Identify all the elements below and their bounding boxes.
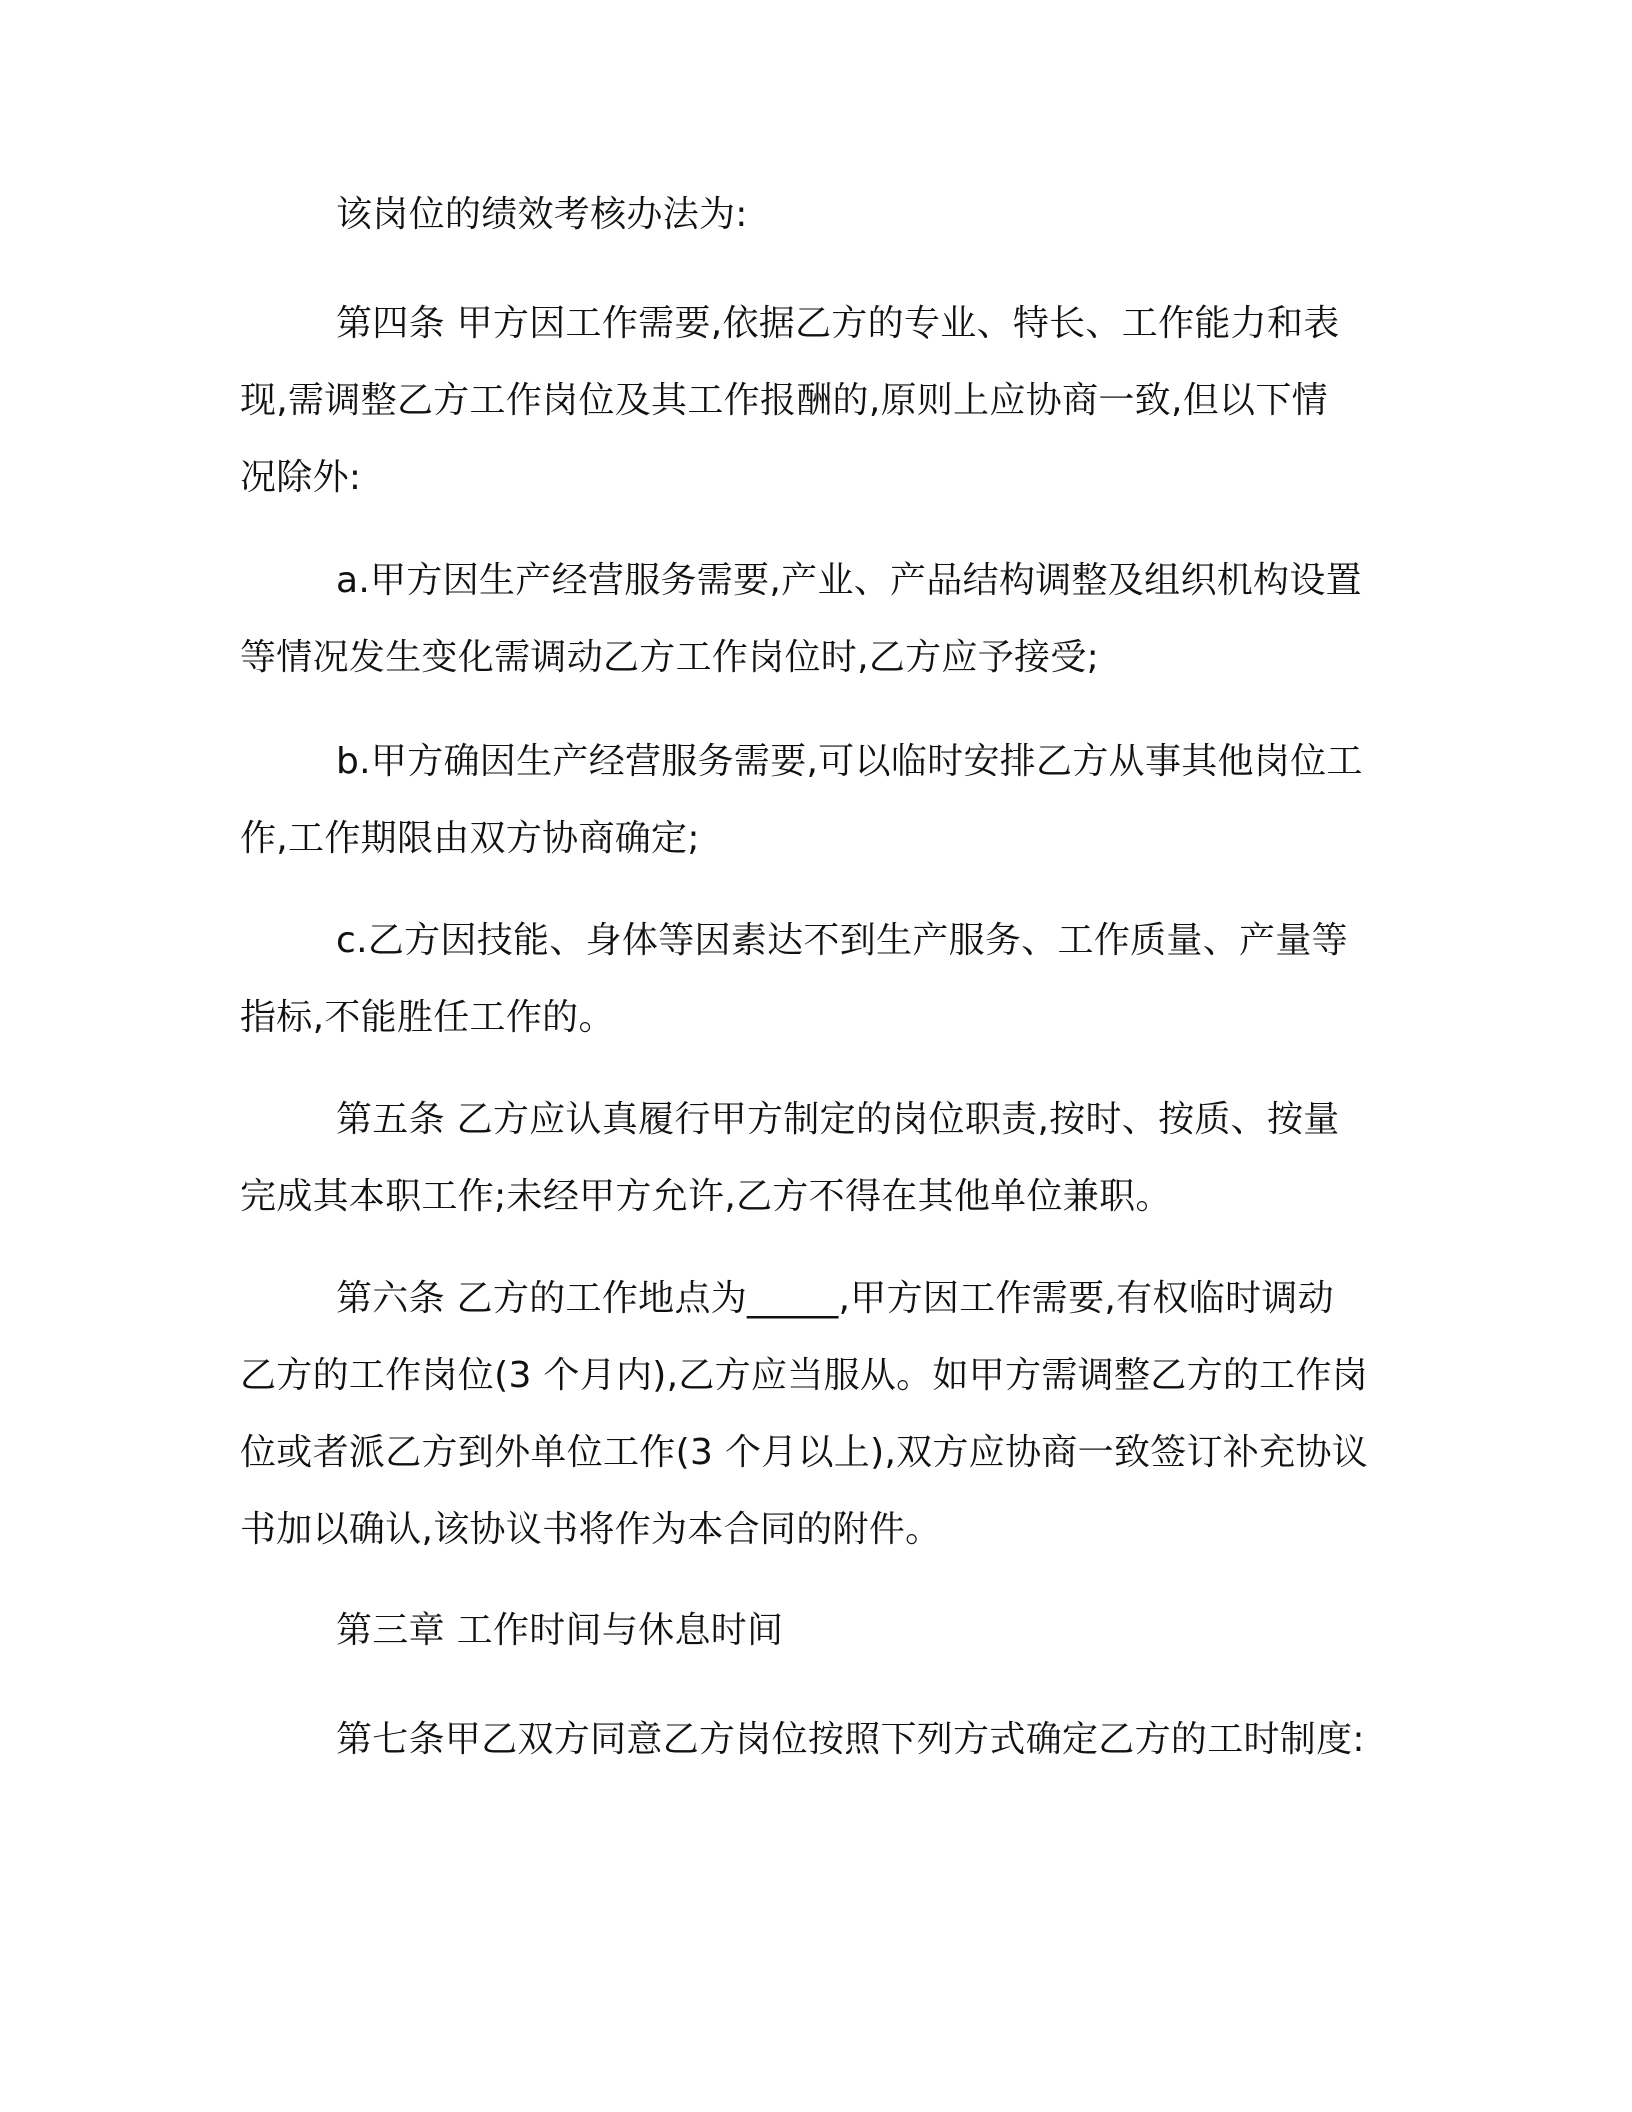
- paragraph-article-4: [240, 285, 1390, 516]
- text-line: 现,需调整乙方工作岗位及其工作报酬的,原则上应协商一致,但以下情: [240, 380, 1328, 421]
- text-line: 第五条 乙方应认真履行甲方制定的岗位职责,按时、按质、按量: [336, 1099, 1340, 1140]
- text-line: 书加以确认,该协议书将作为本合同的附件。: [240, 1509, 942, 1550]
- text-line: 作,工作期限由双方协商确定;: [240, 818, 700, 859]
- text-line: 等情况发生变化需调动乙方工作岗位时,乙方应予接受;: [240, 637, 1100, 678]
- text-line: 第四条 甲方因工作需要,依据乙方的专业、特长、工作能力和表: [336, 303, 1340, 344]
- paragraph-assessment-method: [240, 176, 1390, 253]
- text-line: 乙方的工作岗位(3 个月内),乙方应当服从。如甲方需调整乙方的工作岗: [240, 1355, 1369, 1396]
- text-line: 第七条甲乙双方同意乙方岗位按照下列方式确定乙方的工时制度:: [336, 1719, 1365, 1760]
- text-line: 第三章 工作时间与休息时间: [336, 1610, 784, 1651]
- paragraph-article-7: [240, 1701, 1390, 1778]
- text-line: a.甲方因生产经营服务需要,产业、产品结构调整及组织机构设置: [336, 560, 1362, 601]
- text-line: c.乙方因技能、身体等因素达不到生产服务、工作质量、产量等: [336, 920, 1348, 961]
- text-line: 位或者派乙方到外单位工作(3 个月以上),双方应协商一致签订补充协议: [240, 1432, 1369, 1473]
- paragraph-item-b: [240, 723, 1390, 877]
- text-line: 指标,不能胜任工作的。: [240, 997, 615, 1038]
- chapter-heading: [240, 1592, 1390, 1669]
- paragraph-item-c: [240, 902, 1390, 1056]
- paragraph-article-6: [240, 1260, 1390, 1568]
- text-line: 该岗位的绩效考核办法为:: [336, 194, 748, 235]
- text-line: 第六条 乙方的工作地点为_____,甲方因工作需要,有权临时调动: [336, 1278, 1334, 1319]
- text-line: 况除外:: [240, 457, 362, 498]
- text-line: b.甲方确因生产经营服务需要,可以临时安排乙方从事其他岗位工: [336, 741, 1363, 782]
- paragraph-item-a: [240, 542, 1390, 696]
- text-line: 完成其本职工作;未经甲方允许,乙方不得在其他单位兼职。: [240, 1176, 1172, 1217]
- paragraph-article-5: [240, 1081, 1390, 1235]
